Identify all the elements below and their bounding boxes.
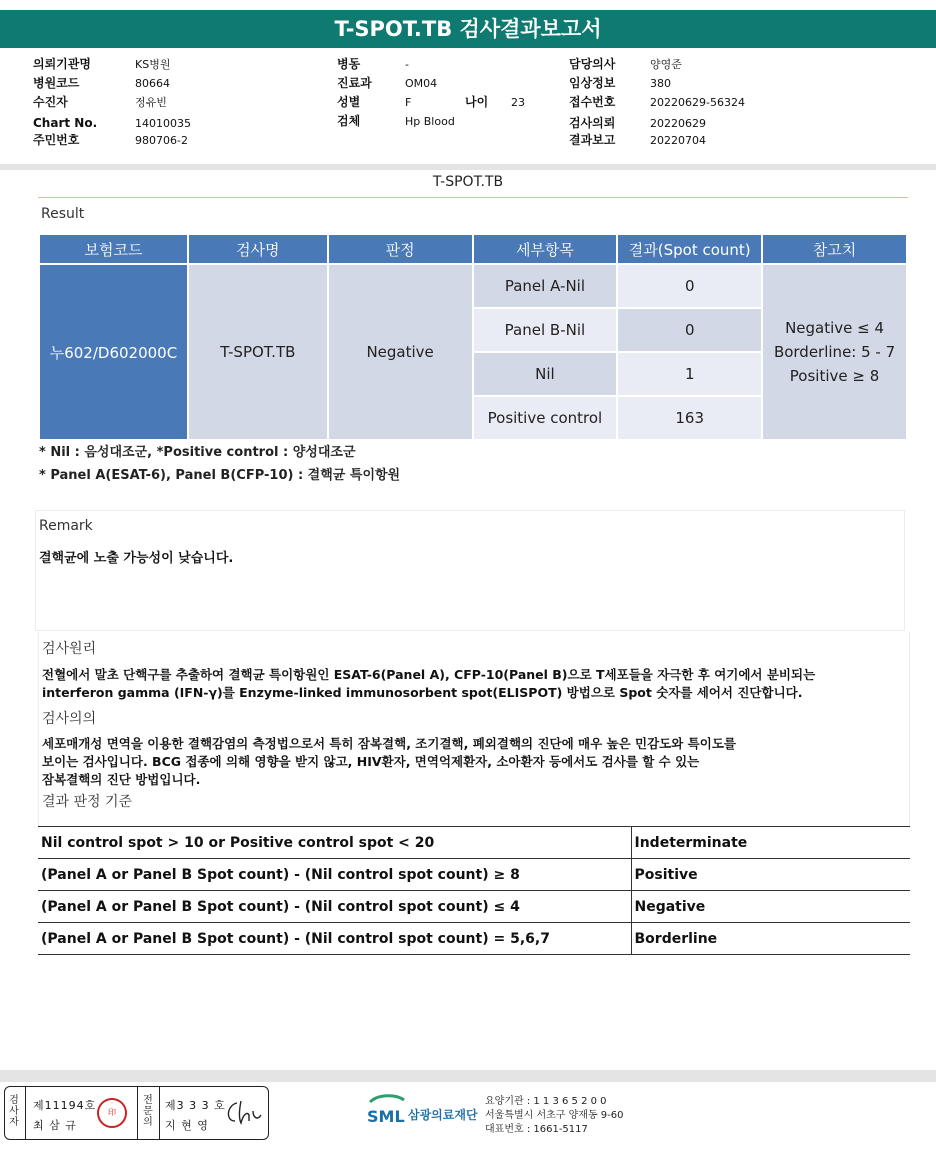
- remark-box: [35, 510, 905, 631]
- criteria-condition: (Panel A or Panel B Spot count) - (Nil control spot count) = 5,6,7: [38, 923, 631, 955]
- info-value: 20220629: [650, 117, 706, 130]
- info-label: 성별: [337, 95, 361, 109]
- table-row: [38, 891, 910, 923]
- info-value: 20220629-56324: [650, 96, 745, 109]
- column-header: 검사명: [189, 235, 327, 263]
- sml-logo-icon: [366, 1094, 406, 1130]
- divider: [159, 1087, 160, 1139]
- table-row: [38, 827, 910, 859]
- divider: [137, 1087, 138, 1139]
- footnote: * Panel A(ESAT-6), Panel B(CFP-10) : 결핵균 특이항원: [39, 468, 401, 483]
- principle-line: 전혈에서 말초 단핵구를 추출하여 결핵균 특이항원인 ESAT-6(Panel A), CFP-10(Panel B)으로 T세포들을 자극한 후 여기에서 분비되는: [42, 667, 816, 682]
- significance-line: 세포매개성 면역을 이용한 결핵감염의 측정법으로서 특히 잠복결핵, 조기결핵, 폐외결핵의 진단에 매우 높은 민감도와 특이도를: [42, 736, 736, 751]
- address-line: 서울특별시 서초구 양재동 9-60: [485, 1110, 624, 1121]
- info-label: 검체: [337, 114, 361, 128]
- significance-line: 잠복결핵의 진단 방법입니다.: [42, 772, 201, 787]
- info-label: 수진자: [33, 95, 68, 109]
- info-label: 진료과: [337, 76, 372, 90]
- detail-item: Nil: [474, 353, 617, 395]
- info-value: 23: [511, 96, 525, 109]
- remark-title: Remark: [39, 518, 93, 534]
- judgement: Negative: [329, 265, 472, 439]
- info-value: KS병원: [135, 58, 171, 71]
- spot-count: 0: [618, 309, 761, 351]
- footer-divider: [0, 1070, 936, 1082]
- lab-name: 삼광의료재단: [408, 1108, 478, 1122]
- info-label: 주민번호: [33, 133, 80, 147]
- criteria-condition: (Panel A or Panel B Spot count) - (Nil control spot count) ≥ 8: [38, 859, 631, 891]
- criteria-result: Negative: [631, 891, 910, 923]
- signature-icon: [223, 1097, 263, 1129]
- info-label: 병원코드: [33, 76, 80, 90]
- principle-line: interferon gamma (IFN-γ)를 Enzyme-linked immunosorbent spot(ELISPOT) 방법으로 Spot 숫자를 세어서 진단합니다.: [42, 685, 803, 700]
- info-value: OM04: [405, 77, 438, 90]
- detail-item: Positive control: [474, 397, 617, 439]
- examiner-label: 검 사 자: [9, 1095, 19, 1128]
- column-header: 결과(Spot count): [618, 235, 761, 263]
- principle-title: 검사원리: [42, 641, 97, 657]
- result-table: [38, 233, 908, 441]
- criteria-result: Positive: [631, 859, 910, 891]
- info-label: Chart No.: [33, 116, 98, 130]
- info-value: Hp Blood: [405, 115, 455, 128]
- detail-item: Panel B-Nil: [474, 309, 617, 351]
- result-label: Result: [41, 206, 85, 222]
- svg-text:SML: SML: [367, 1107, 405, 1126]
- reference-line: Borderline: 5 - 7: [773, 343, 896, 361]
- reference-line: Negative ≤ 4: [785, 319, 885, 337]
- info-label: 병동: [337, 57, 361, 71]
- info-label: 의뢰기관명: [33, 57, 91, 71]
- reference-line: Positive ≥ 8: [789, 367, 880, 385]
- info-label: 나이: [465, 95, 489, 109]
- info-value: -: [405, 58, 409, 71]
- info-label: 접수번호: [569, 95, 616, 109]
- table-row: [38, 923, 910, 955]
- info-value: 양영준: [650, 58, 682, 71]
- report-title: T-SPOT.TB 검사결과보고서: [0, 10, 936, 48]
- criteria-condition: Nil control spot > 10 or Positive control spot < 20: [38, 827, 631, 859]
- significance-title: 검사의의: [42, 711, 97, 727]
- reference-range: [763, 265, 906, 439]
- criteria-result: Borderline: [631, 923, 910, 955]
- divider: [25, 1087, 26, 1139]
- info-value: 14010035: [135, 117, 191, 130]
- info-label: 임상정보: [569, 76, 616, 90]
- info-value: 정유빈: [135, 96, 167, 109]
- address-line: 대표번호 : 1661-5117: [485, 1124, 588, 1135]
- info-value: 980706-2: [135, 134, 188, 147]
- spot-count: 163: [618, 397, 761, 439]
- detail-item: Panel A-Nil: [474, 265, 617, 307]
- remark-text: 결핵균에 노출 가능성이 낮습니다.: [39, 551, 234, 566]
- lab-address: [485, 1095, 624, 1137]
- criteria-table: [38, 826, 910, 955]
- section-title: T-SPOT.TB: [432, 174, 504, 190]
- specialist-name: 지 현 영: [165, 1119, 209, 1132]
- significance-line: 보이는 검사입니다. BCG 접종에 의해 영향을 받지 않고, HIV환자, 면역억제환자, 소아환자 등에서도 검사를 할 수 있는: [42, 754, 700, 769]
- column-header: 세부항목: [474, 235, 617, 263]
- divider: [38, 197, 908, 198]
- specialist-number: 제3 3 3 호: [165, 1099, 226, 1112]
- table-row: [38, 859, 910, 891]
- column-header: 보험코드: [40, 235, 187, 263]
- criteria-result: Indeterminate: [631, 827, 910, 859]
- insurance-code: 누602/D602000C: [40, 265, 187, 439]
- info-value: F: [405, 96, 412, 109]
- info-label: 결과보고: [569, 133, 616, 147]
- footnote: * Nil : 음성대조군, *Positive control : 양성대조군: [39, 445, 356, 460]
- divider: [0, 164, 936, 170]
- info-value: 80664: [135, 77, 170, 90]
- test-name: T-SPOT.TB: [189, 265, 327, 439]
- info-value: 20220704: [650, 134, 706, 147]
- info-value: 380: [650, 77, 671, 90]
- explanation-box: [38, 632, 910, 828]
- examiner-name: 최 삼 규: [33, 1119, 77, 1132]
- patient-info: [0, 56, 936, 164]
- signature-box: [4, 1086, 269, 1140]
- criteria-condition: (Panel A or Panel B Spot count) - (Nil control spot count) ≤ 4: [38, 891, 631, 923]
- spot-count: 0: [618, 265, 761, 307]
- examiner-number: 제11194호: [33, 1099, 97, 1112]
- criteria-title: 결과 판정 기준: [42, 794, 133, 810]
- info-label: 검사의뢰: [569, 116, 616, 130]
- specialist-label: 전 문 의: [143, 1095, 153, 1128]
- column-header: 판정: [329, 235, 472, 263]
- spot-count: 1: [618, 353, 761, 395]
- seal-stamp-icon: 印: [97, 1098, 127, 1128]
- info-label: 담당의사: [569, 57, 616, 71]
- address-line: 요양기관 : 1 1 3 6 5 2 0 0: [485, 1096, 607, 1107]
- column-header: 참고치: [763, 235, 906, 263]
